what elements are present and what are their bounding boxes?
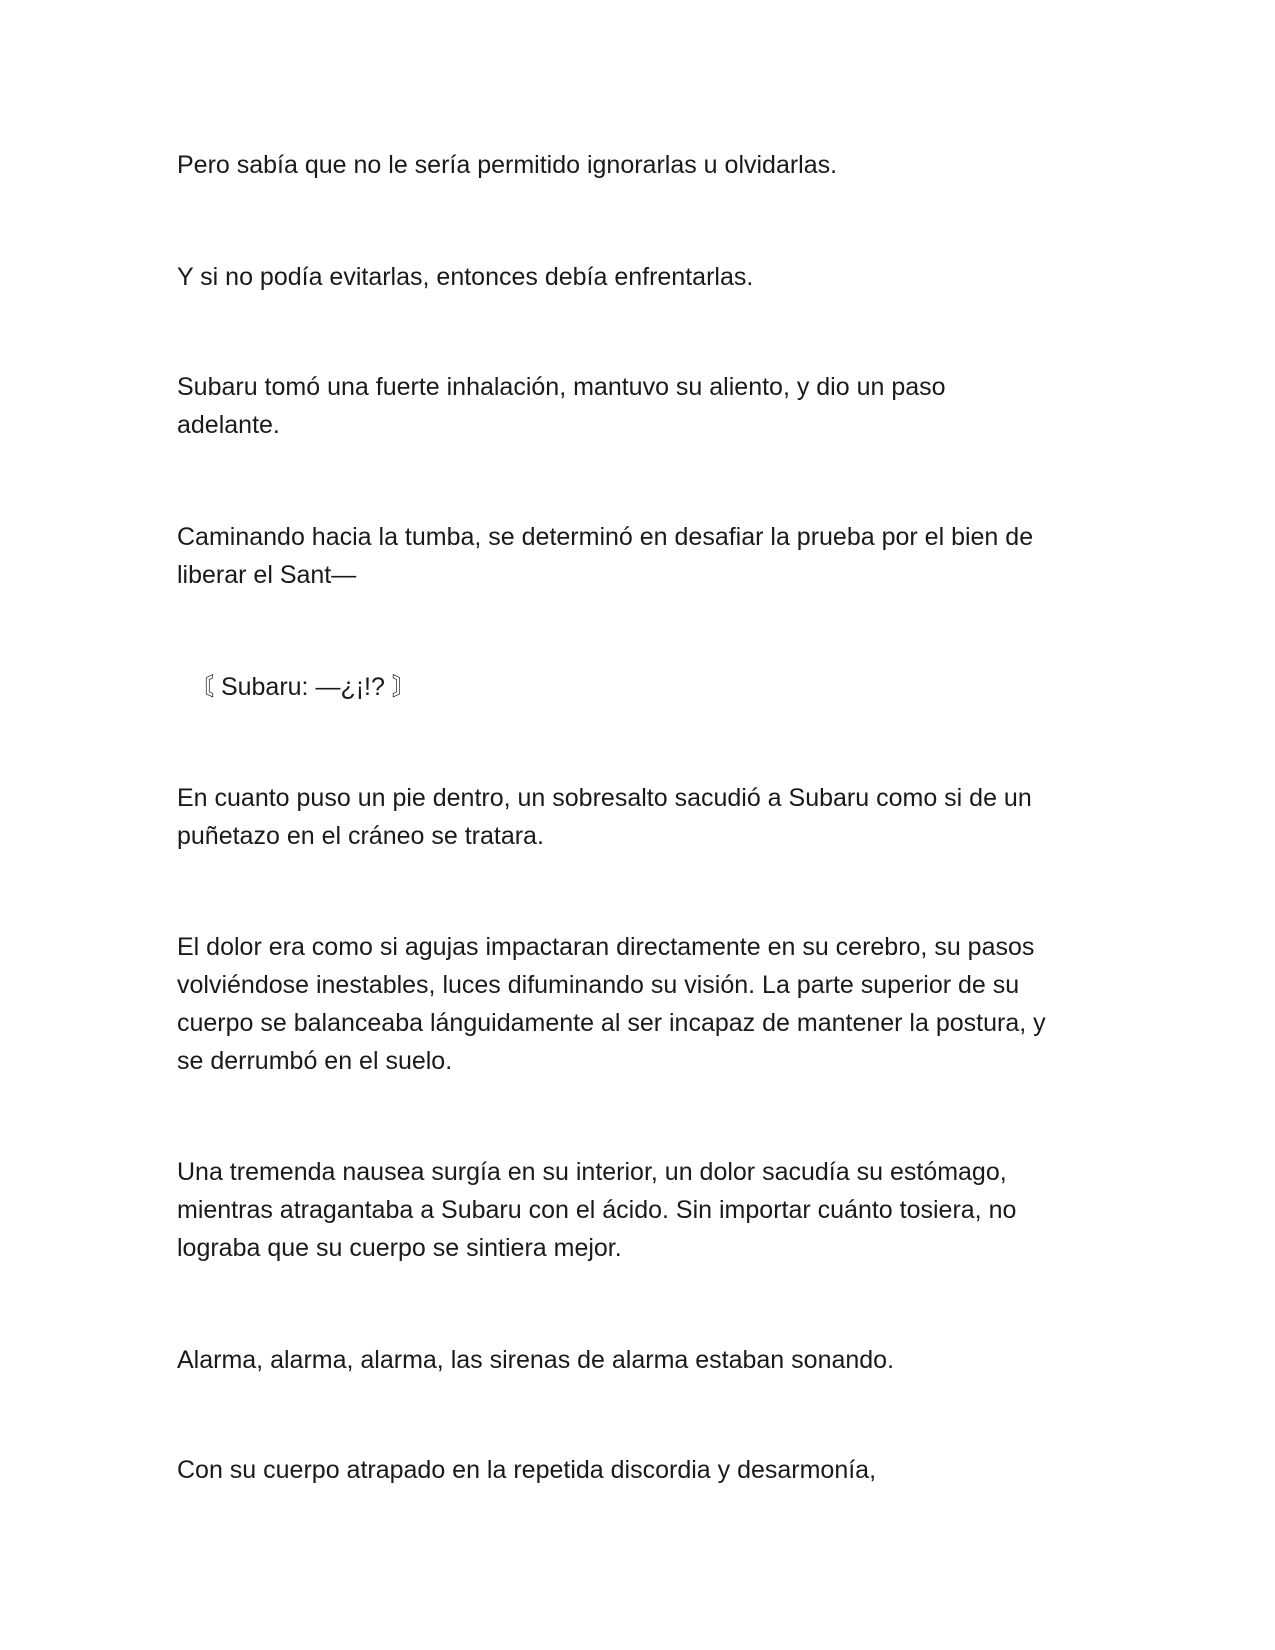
paragraph-8: Una tremenda nausea surgía en su interior, un dolor sacudía su estómago, mientras atragantaba a Subaru con el ácido. Sin importar cuánto tosiera, no lograba que su cuerpo se sintiera mejor. <box>177 1158 1017 1262</box>
paragraph-4: Caminando hacia la tumba, se determinó en desafiar la prueba por el bien de liberar el Sant— <box>177 523 1034 589</box>
paragraph-6: En cuanto puso un pie dentro, un sobresalto sacudió a Subaru como si de un puñetazo en el cráneo se tratara. <box>177 784 1032 850</box>
paragraph-7: El dolor era como si agujas impactaran directamente en su cerebro, su pasos volviéndose inestables, luces difuminando su visión. La parte superior de su cuerpo se balanceaba lánguidamente al ser incapaz de mantener la postura, y se derrumbó en el suelo. <box>177 933 1046 1075</box>
paragraph-1: Pero sabía que no le sería permitido ignorarlas u olvidarlas. <box>177 151 838 179</box>
paragraph-9: Alarma, alarma, alarma, las sirenas de alarma estaban sonando. <box>177 1346 895 1374</box>
paragraph-3: Subaru tomó una fuerte inhalación, mantuvo su aliento, y dio un paso adelante. <box>177 373 946 439</box>
dialogue-line: 〘 Subaru: —¿¡!? 〙 <box>189 673 417 701</box>
paragraph-2: Y si no podía evitarlas, entonces debía enfrentarlas. <box>177 263 754 291</box>
paragraph-10: Con su cuerpo atrapado en la repetida discordia y desarmonía, <box>177 1456 877 1484</box>
